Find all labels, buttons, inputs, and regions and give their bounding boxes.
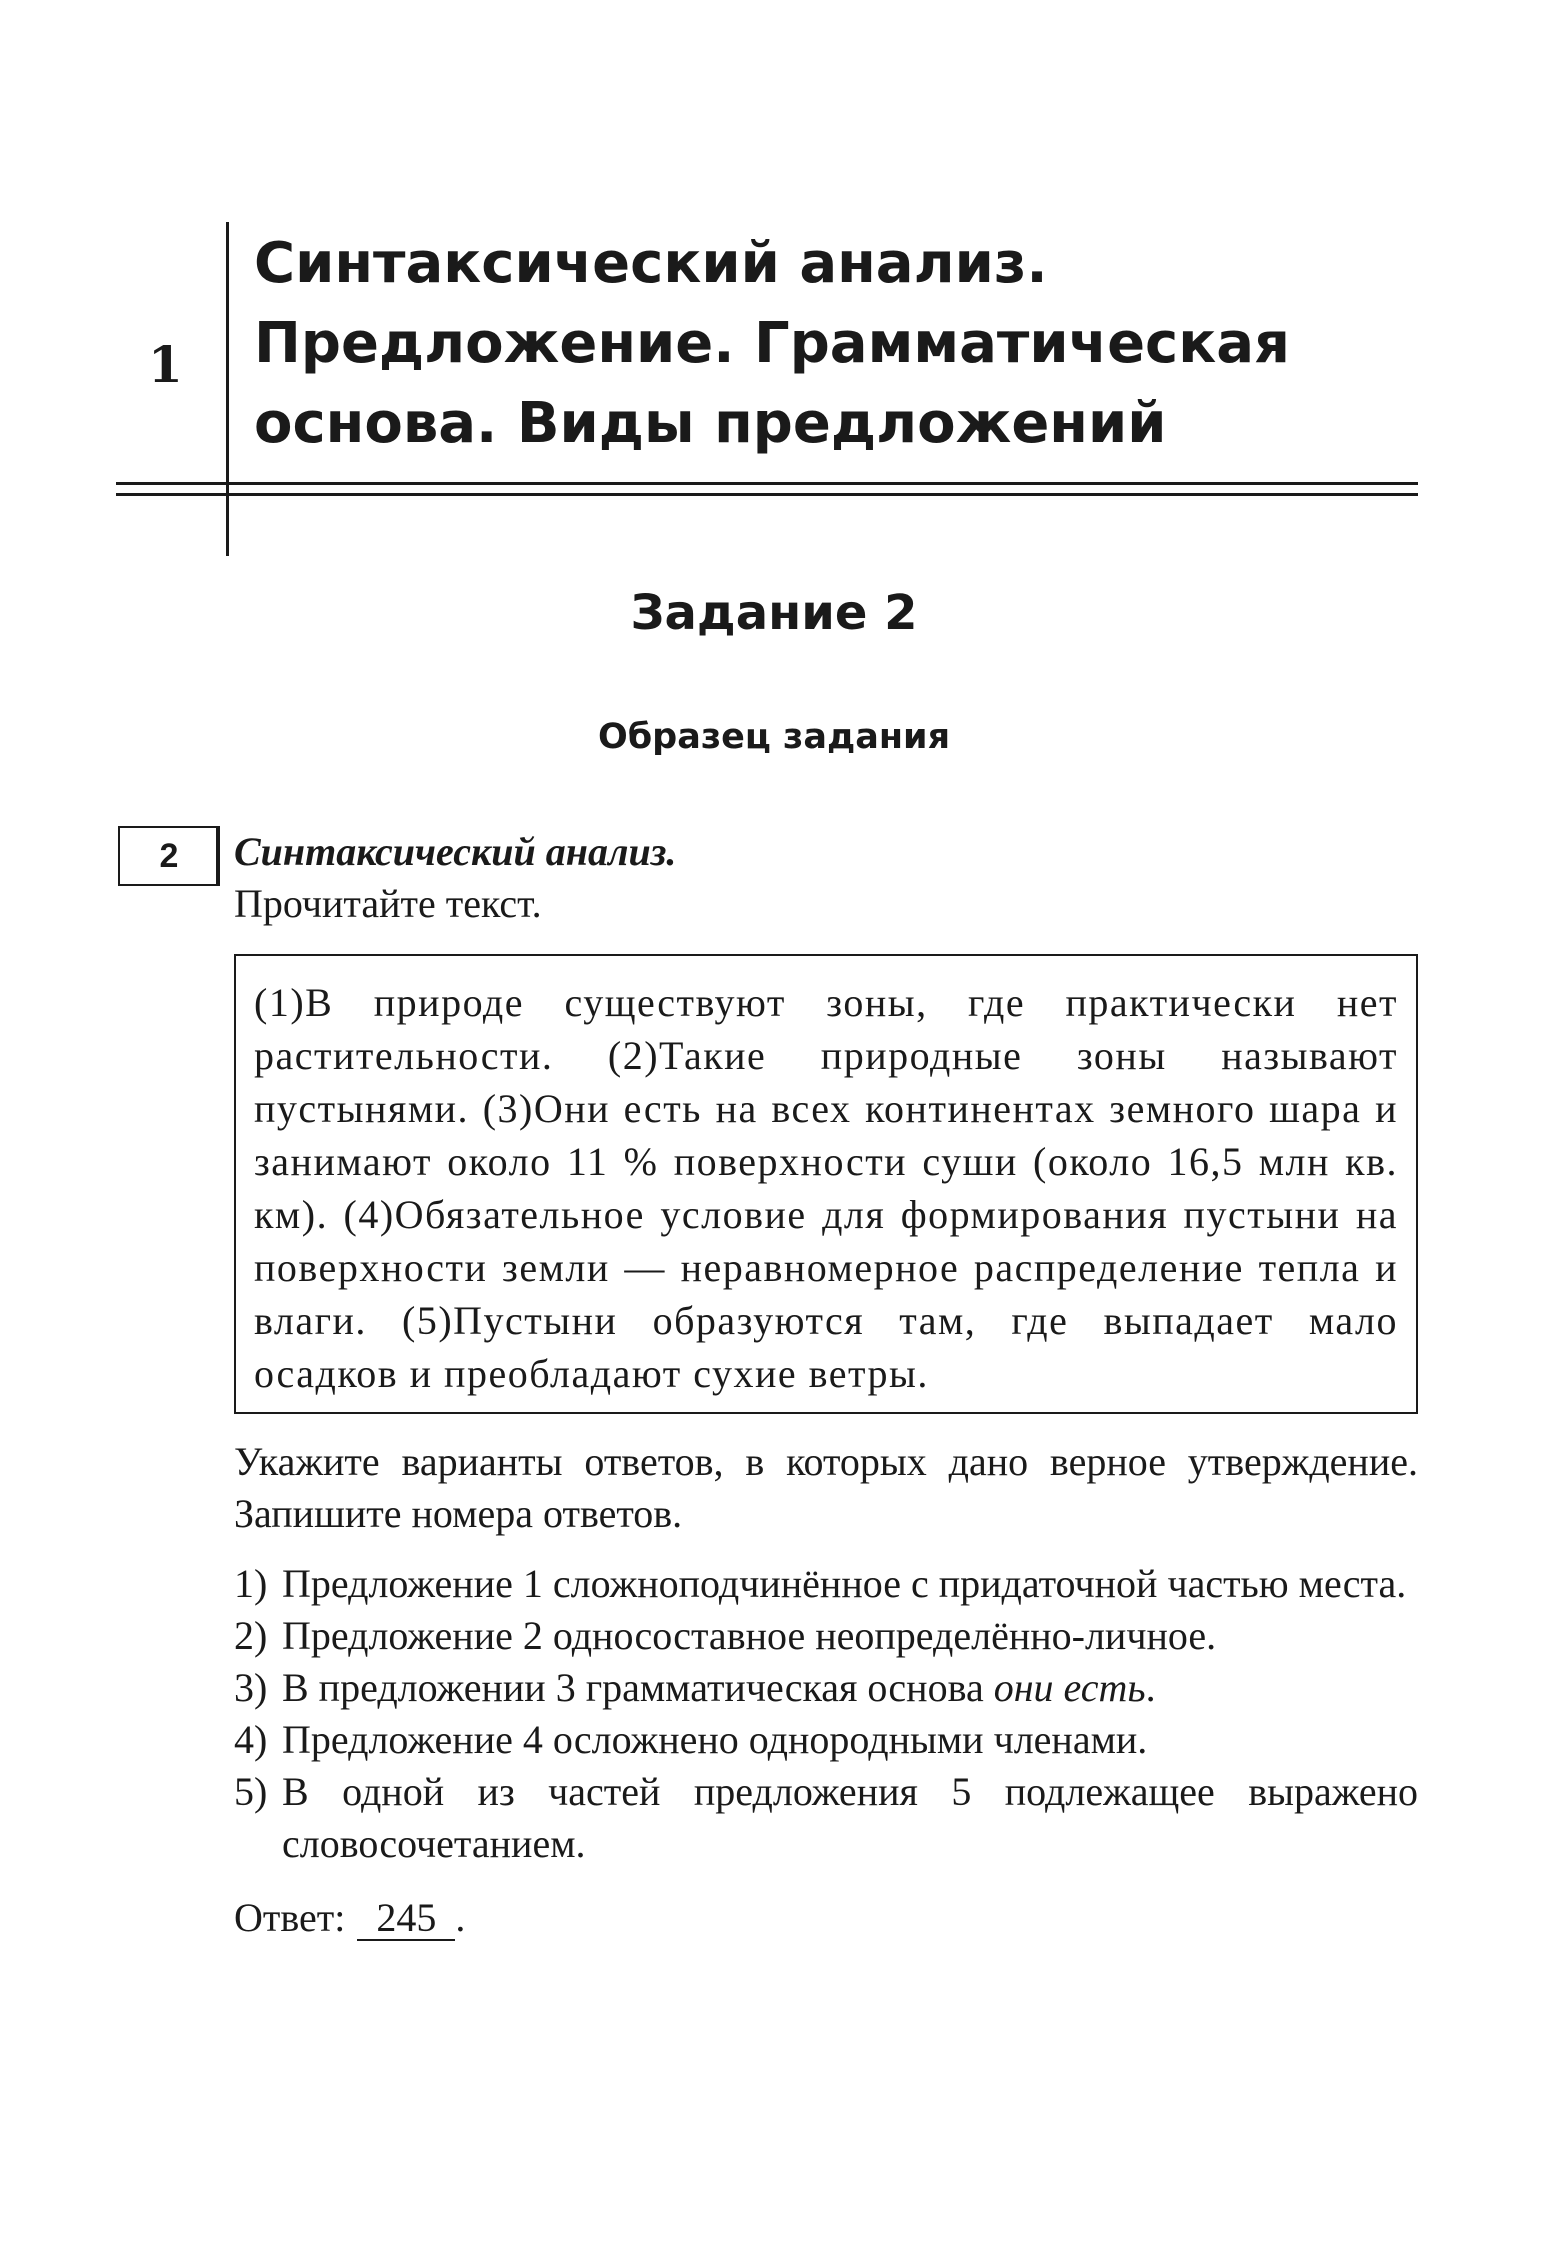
task-body [234, 826, 1418, 1944]
task-heading: Задание 2 [630, 585, 918, 641]
option-text: В одной из частей предложения 5 подлежащее выражено словосочетанием. [282, 1769, 1418, 1866]
task-instruction: Прочитайте текст. [234, 881, 542, 926]
option-text: В предложении 3 грамматическая основа [282, 1665, 984, 1710]
option-number: 1) [234, 1561, 268, 1606]
option-text-italic: они есть [993, 1665, 1146, 1710]
chapter-title [254, 224, 1414, 464]
option-number: 3) [234, 1665, 268, 1710]
chapter-title-line: Предложение. Грамматическая [254, 311, 1290, 376]
answer-option [234, 1610, 1418, 1662]
chapter-number: 1 [148, 335, 183, 394]
chapter-horizontal-rule-top [116, 482, 1418, 485]
answer-option [234, 1558, 1418, 1610]
reading-text-box: (1)В природе существуют зоны, где практически нет растительности. (2)Такие природные зоны называют пустынями. (3)Они есть на всех континентах земного шара и занимают около 11 % поверхности суши (около 16,5 млн кв. км). (4)Обязательное условие для формирования пустыни на поверхности земли — неравномерное распределение тепла и влаги. (5)Пустыни образуются там, где выпадает мало осадков и преобладают сухие ветры. [234, 954, 1418, 1414]
option-number: 5) [234, 1769, 268, 1814]
answer-option [234, 1714, 1418, 1766]
chapter-title-line: основа. Виды предложений [254, 391, 1167, 456]
answer-end: . [455, 1895, 466, 1940]
answer-option [234, 1662, 1418, 1714]
task-number-box: 2 [118, 826, 220, 886]
task-question: Укажите варианты ответов, в которых дано верное утверждение. Запишите номера ответов. [234, 1439, 1418, 1536]
chapter-horizontal-rule-bottom [116, 493, 1418, 496]
task-number-divider [216, 826, 218, 886]
option-text: Предложение 1 сложноподчинённое с придаточной частью места. [282, 1561, 1407, 1606]
chapter-title-line: Синтаксический анализ. [254, 231, 1048, 296]
option-number: 4) [234, 1717, 268, 1762]
sample-heading: Образец задания [597, 717, 951, 757]
answer-option [234, 1766, 1418, 1870]
answer-label: Ответ: [234, 1895, 346, 1940]
option-text: Предложение 4 осложнено однородными членами. [282, 1717, 1148, 1762]
chapter-vertical-rule [226, 222, 229, 556]
answer-row [234, 1892, 1418, 1944]
option-text: Предложение 2 односоставное неопределённо-личное. [282, 1613, 1217, 1658]
task-title: Синтаксический анализ. [234, 829, 677, 874]
option-text-end: . [1145, 1665, 1156, 1710]
option-number: 2) [234, 1613, 268, 1658]
answer-options-list [234, 1558, 1418, 1870]
answer-value: 245 [357, 1897, 455, 1941]
